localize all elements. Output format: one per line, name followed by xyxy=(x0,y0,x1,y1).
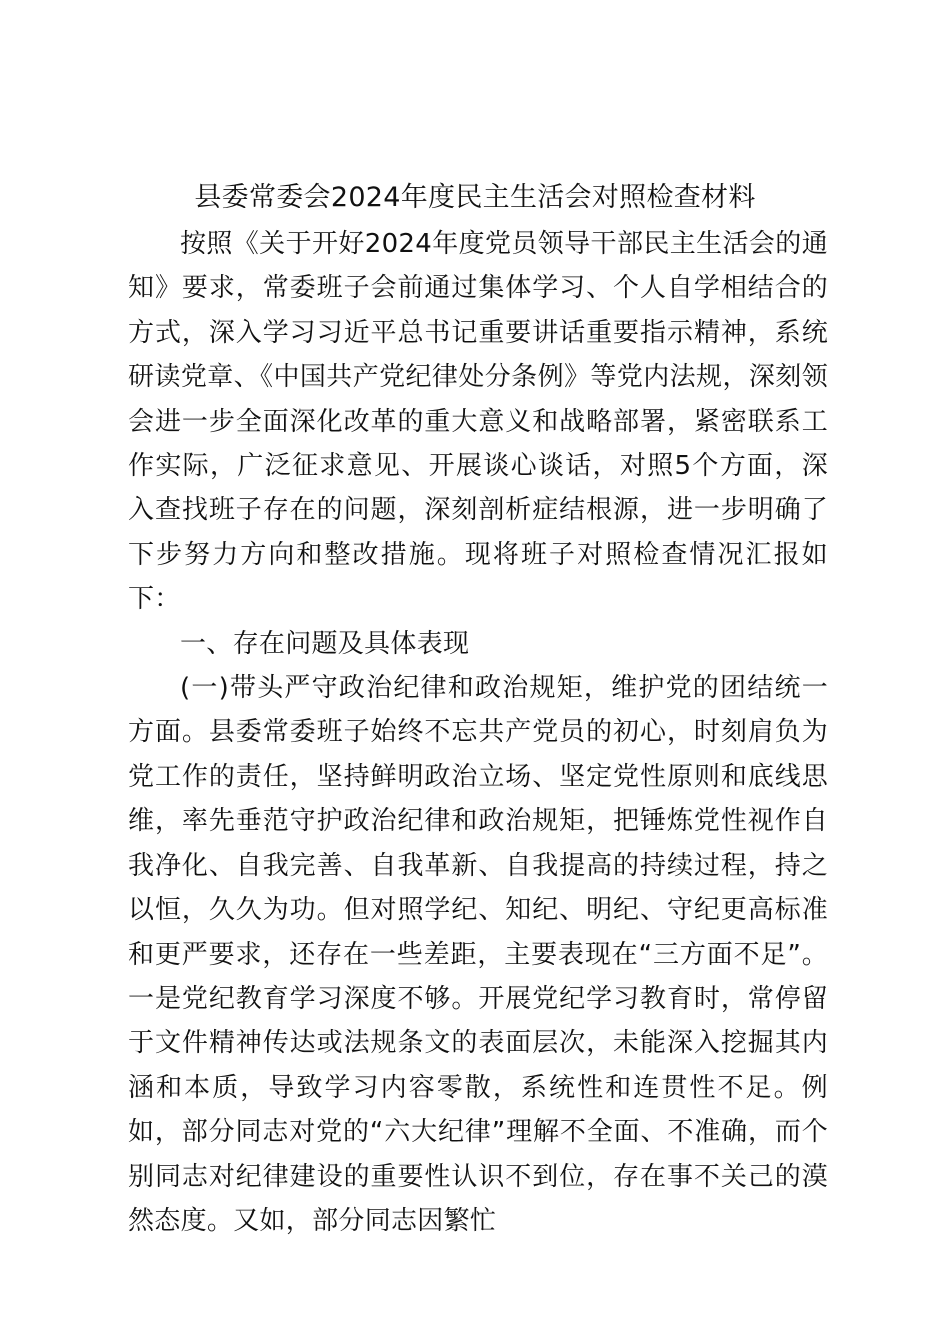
document-body xyxy=(128,222,828,1243)
section-heading: 一、存在问题及具体表现 xyxy=(180,628,470,659)
document-title: 县委常委会2024年度民主生活会对照检查材料 xyxy=(194,182,756,213)
subsection-paragraph: (一)带头严守政治纪律和政治规矩，维护党的团结统一方面。县委常委班子始终不忘共产党员的初心，时刻肩负为党工作的责任，坚持鲜明政治立场、坚定党性原则和底线思维，率先垂范守护政治纪律和政治规矩，把锤炼党性视作自我净化、自我完善、自我革新、自我提高的持续过程，持之以恒，久久为功。但对照学纪、知纪、明纪、守纪更高标准和更严要求，还存在一些差距，主要表现在“三方面不足”。一是党纪教育学习深度不够。开展党纪学习教育时，常停留于文件精神传达或法规条文的表面层次，未能深入挖掘其内涵和本质，导致学习内容零散，系统性和连贯性不足。例如，部分同志对党的“六大纪律”理解不全面、不准确，而个别同志对纪律建设的重要性认识不到位，存在事不关己的漠然态度。又如，部分同志因繁忙 xyxy=(128,673,828,1236)
intro-paragraph: 按照《关于开好2024年度党员领导干部民主生活会的通知》要求，常委班子会前通过集体学习、个人自学相结合的方式，深入学习习近平总书记重要讲话重要指示精神，系统研读党章、《中国共产党纪律处分条例》等党内法规，深刻领会进一步全面深化改革的重大意义和战略部署，紧密联系工作实际，广泛征求意见、开展谈心谈话，对照5个方面，深入查找班子存在的问题，深刻剖析症结根源，进一步明确了下步努力方向和整改措施。现将班子对照检查情况汇报如下： xyxy=(128,229,828,615)
